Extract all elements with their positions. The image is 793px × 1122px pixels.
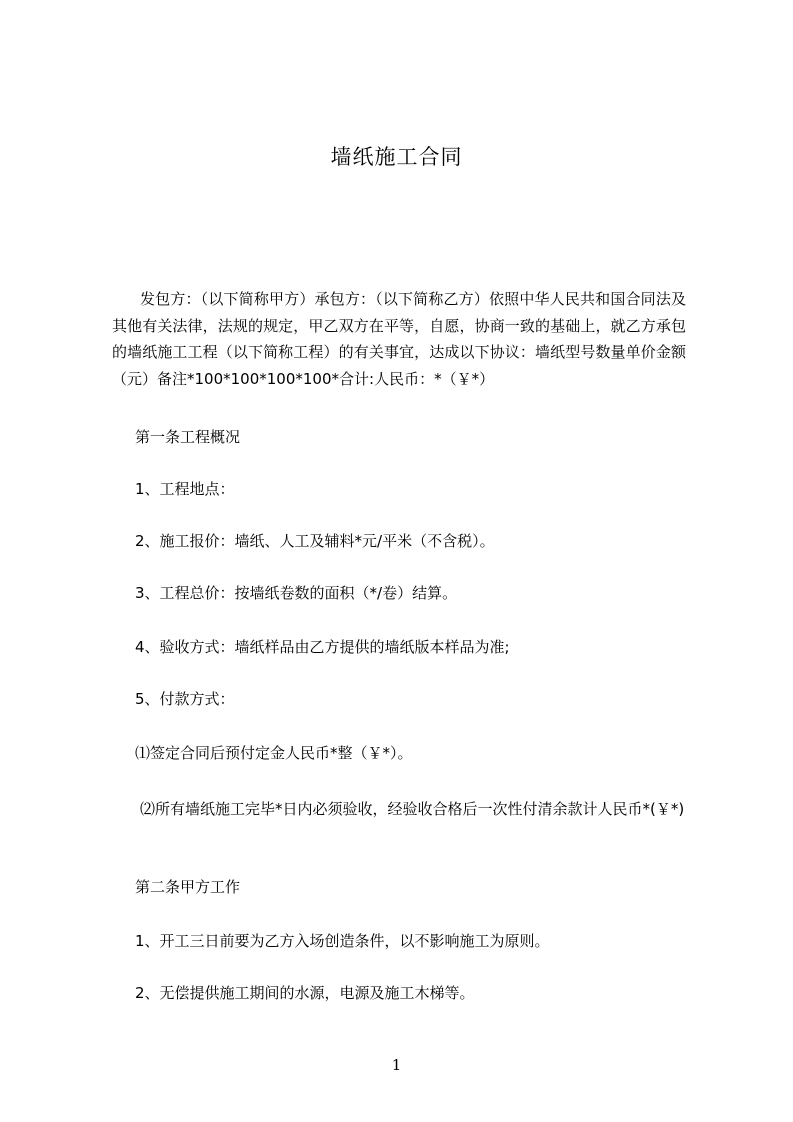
- article-1-item-1: 1、工程地点：: [135, 480, 235, 498]
- intro-paragraph: 发包方：（以下简称甲方）承包方：（以下简称乙方）依照中华人民共和国合同法及其他有关法律，法规的规定，甲乙双方在平等，自愿，协商一致的基础上，就乙方承包的墙纸施工工程（以下简称工程）的有关事宜，达成以下协议：墙纸型号数量单价金额（元）备注*100*100*100*100*合计:人民币：*（￥*）: [112, 290, 686, 388]
- payment-item-1: ⑴签定合同后预付定金人民币*整（￥*）。: [135, 744, 413, 762]
- article-2-item-1: 1、开工三日前要为乙方入场创造条件，以不影响施工为原则。: [135, 932, 550, 950]
- article-1-heading: 第一条工程概况: [135, 428, 241, 446]
- article-1-item-5: 5、付款方式：: [135, 690, 235, 708]
- article-1-item-3: 3、工程总价：按墙纸卷数的面积（*/卷）结算。: [135, 584, 458, 602]
- payment-item-2: ⑵所有墙纸施工完毕*日内必须验收，经验收合格后一次性付清余款计人民币*(￥*): [140, 800, 685, 818]
- article-1-item-4: 4、验收方式：墙纸样品由乙方提供的墙纸版本样品为准;: [135, 638, 510, 656]
- article-2-item-2: 2、无偿提供施工期间的水源，电源及施工木梯等。: [135, 984, 475, 1002]
- article-1-item-2: 2、施工报价：墙纸、人工及辅料*元/平米（不含税）。: [135, 532, 495, 550]
- document-title: 墙纸施工合同: [330, 145, 463, 169]
- page-number: 1: [391, 1056, 402, 1074]
- article-2-heading: 第二条甲方工作: [135, 878, 241, 896]
